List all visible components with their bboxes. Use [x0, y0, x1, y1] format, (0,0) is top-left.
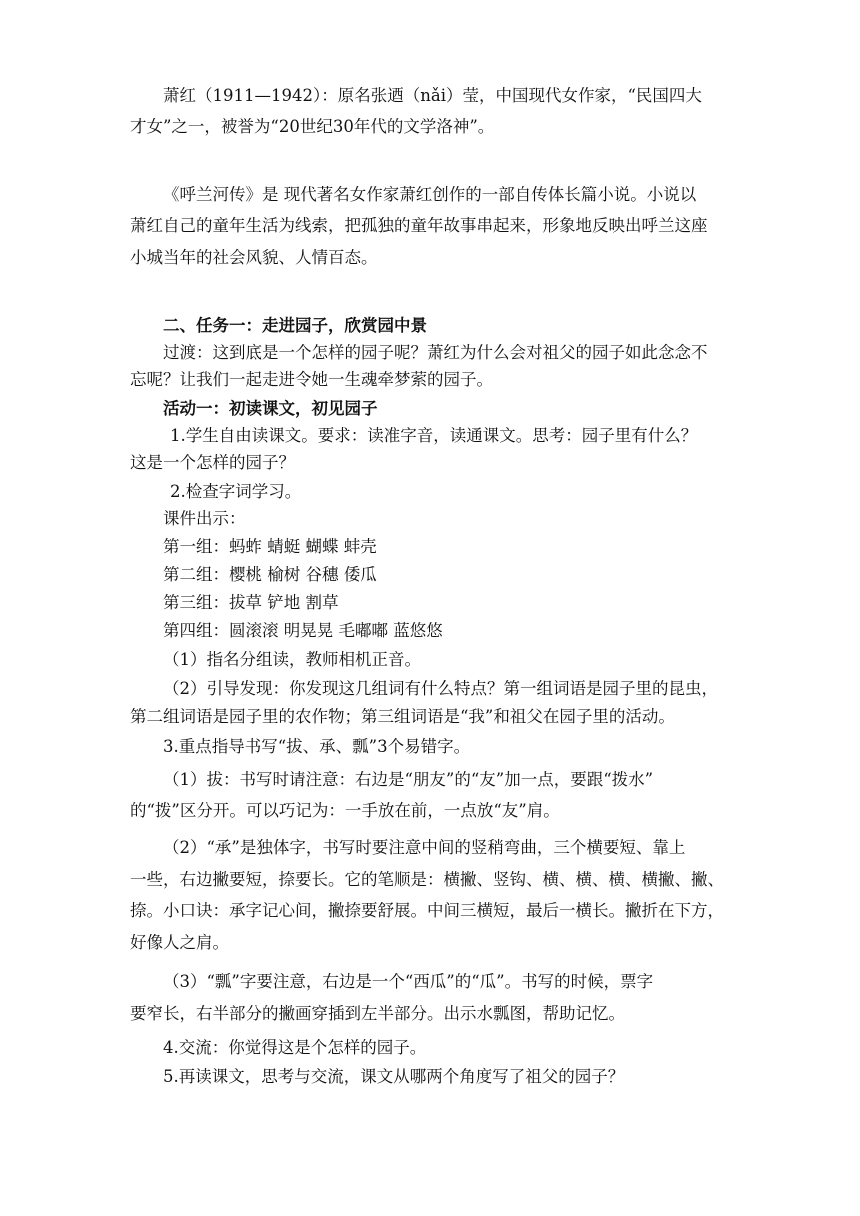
- text-line: （1）拔：书写时请注意：右边是“朋友”的“友”加一点，要跟“拨水”: [163, 770, 654, 789]
- text-line: 小城当年的社会风貌、人情百态。: [130, 248, 378, 267]
- text-line: （2）引导发现：你发现这几组词有什么特点？第一组词语是园子里的昆虫，: [163, 679, 718, 698]
- text-line: 一些，右边撇要短，捺要长。它的笔顺是：横撇、竖钩、横、横、横、横撇、撇、: [130, 870, 724, 889]
- text-line: 才女”之一，被誉为“20世纪30年代的文学洛神”。: [130, 117, 495, 136]
- text-line: 忘呢？让我们一起走进令她一生魂牵梦萦的园子。: [130, 370, 493, 389]
- text-line: 课件出示：: [163, 509, 246, 528]
- text-line: （2）“承”是独体字，书写时要注意中间的竖稍弯曲，三个横要短、靠上: [163, 838, 686, 857]
- text-line: 1.学生自由读课文。要求：读准字音，读通课文。思考：园子里有什么？: [170, 426, 698, 445]
- activity-heading: 活动一：初读课文，初见园子: [163, 399, 378, 418]
- text-line: 的“拨”区分开。可以巧记为：一手放在前，一点放“友”肩。: [130, 801, 560, 820]
- text-line: 要窄长，右半部分的撇画穿插到左半部分。出示水瓢图，帮助记忆。: [130, 1004, 625, 1023]
- text-line: 第二组词语是园子里的农作物；第三组词语是“我”和祖父在园子里的活动。: [130, 707, 675, 726]
- word-group: 第三组：拔草 铲地 割草: [163, 593, 339, 612]
- section-heading: 二、任务一：走进园子，欣赏园中景: [163, 316, 427, 335]
- text-line: 2.检查字词学习。: [170, 482, 302, 501]
- text-line: 这是一个怎样的园子？: [130, 453, 295, 472]
- text-line: 好像人之肩。: [130, 933, 229, 952]
- word-group: 第二组：樱桃 榆树 谷穗 倭瓜: [163, 565, 377, 584]
- text-line: 《呼兰河传》是 现代著名女作家萧红创作的一部自传体长篇小说。小说以: [163, 185, 697, 204]
- word-group: 第一组：蚂蚱 蜻蜓 蝴蝶 蚌壳: [163, 537, 377, 556]
- word-group: 第四组：圆滚滚 明晃晃 毛嘟嘟 蓝悠悠: [163, 621, 443, 640]
- text-line: 5.再读课文，思考与交流，课文从哪两个角度写了祖父的园子？: [163, 1067, 625, 1086]
- text-line: （3）“瓢”字要注意，右边是一个“西瓜”的“瓜”。书写的时候，票字: [163, 972, 654, 991]
- text-line: 3.重点指导书写“拔、承、瓢”3个易错字。: [163, 737, 471, 756]
- text-line: 捺。小口诀：承字记心间，撇捺要舒展。中间三横短，最后一横长。撇折在下方，: [130, 901, 724, 920]
- text-line: （1）指名分组读，教师相机正音。: [163, 650, 421, 669]
- text-line: 过渡：这到底是一个怎样的园子呢？萧红为什么会对祖父的园子如此念念不: [163, 343, 708, 362]
- text-line: 萧红（1911—1942）：原名张迺（nǎi）莹，中国现代女作家，“民国四大: [163, 86, 702, 105]
- text-line: 4.交流：你觉得这是个怎样的园子。: [163, 1038, 427, 1057]
- text-line: 萧红自己的童年生活为线索，把孤独的童年故事串起来，形象地反映出呼兰这座: [130, 216, 708, 235]
